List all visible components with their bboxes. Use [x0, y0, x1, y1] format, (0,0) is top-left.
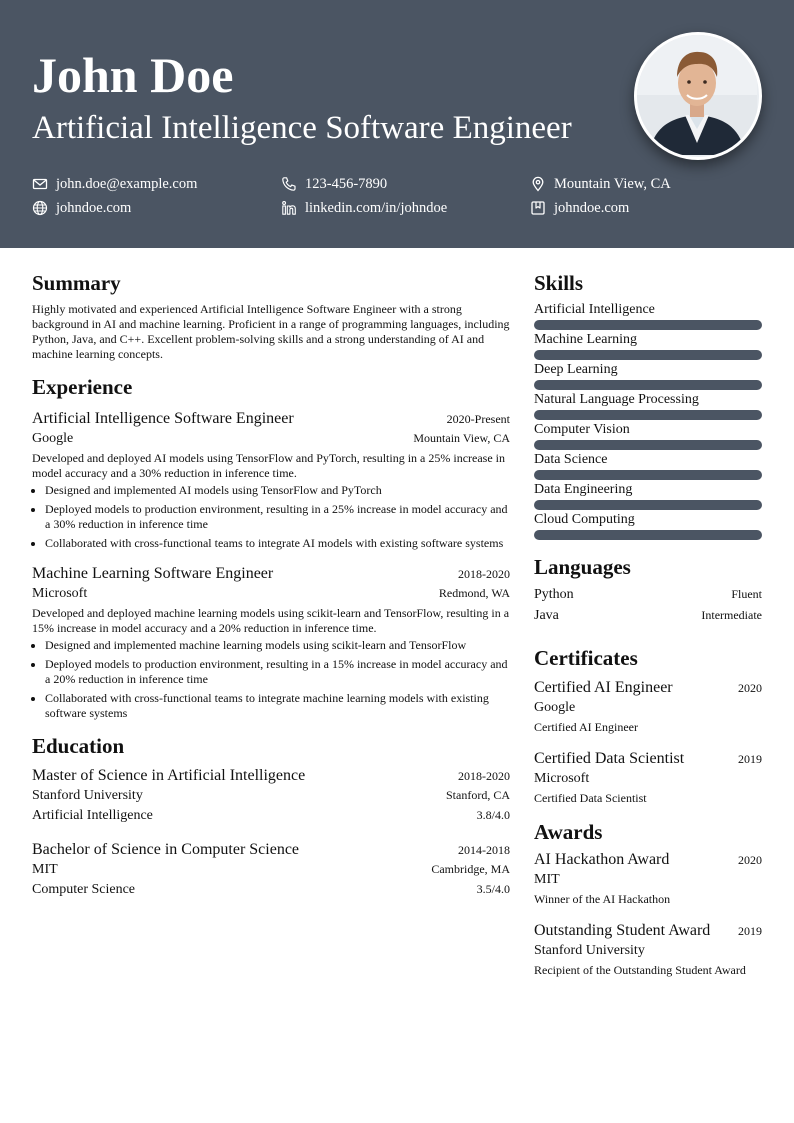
skill-level-bar — [534, 440, 762, 450]
education-gpa: 3.5/4.0 — [476, 882, 510, 896]
experience-description: Developed and deployed AI models using TensorFlow and PyTorch, resulting in a 25% increase in model accuracy and a 30% reduction in inference time. — [32, 451, 506, 480]
person-name: John Doe — [32, 47, 234, 103]
summary-text: Highly motivated and experienced Artificial Intelligence Software Engineer with a strong background in AI and machine learning. Proficient in a range of programming languages, including Python, Java, and C++. Excellent problem-solving skills and a strong understanding of AI and machine learning concepts. — [32, 302, 510, 361]
education-dates: 2018-2020 — [458, 769, 510, 783]
education-school: Stanford University — [32, 788, 143, 803]
award-item — [534, 920, 762, 979]
resume-header — [0, 0, 794, 248]
education-field: Artificial Intelligence — [32, 808, 153, 823]
language-level: Intermediate — [701, 608, 762, 622]
experience-section — [32, 372, 510, 721]
skill-name: Natural Language Processing — [534, 392, 699, 407]
education-field: Computer Science — [32, 882, 136, 897]
language-name: Java — [534, 608, 559, 623]
awards-section — [534, 817, 762, 979]
language-level: Fluent — [731, 587, 762, 601]
certificate-year: 2020 — [738, 681, 762, 695]
contact-website[interactable] — [32, 198, 131, 218]
experience-location: Redmond, WA — [438, 586, 510, 600]
skill-name: Data Science — [534, 452, 608, 467]
globe-icon — [32, 200, 48, 216]
contact-phone[interactable] — [281, 174, 387, 194]
education-degree: Bachelor of Science in Computer Science — [32, 841, 300, 858]
profile-photo — [634, 32, 762, 160]
languages-section — [534, 552, 762, 626]
skill-name: Machine Learning — [534, 332, 638, 347]
experience-dates: 2018-2020 — [458, 567, 510, 581]
languages-heading: Languages — [534, 555, 631, 579]
education-location: Stanford, CA — [446, 788, 510, 802]
summary-heading: Summary — [32, 271, 121, 295]
right-column — [534, 268, 762, 979]
certificates-heading: Certificates — [534, 646, 638, 670]
experience-bullet: • Designed and implemented machine learning models using scikit-learn and TensorFlow — [45, 638, 510, 653]
experience-bullets — [32, 483, 510, 551]
experience-heading: Experience — [32, 375, 133, 399]
contact-phone-text: 123-456-7890 — [305, 176, 388, 192]
certificate-year: 2019 — [738, 752, 762, 766]
certificate-title: Certified Data Scientist — [534, 750, 685, 767]
contact-email[interactable] — [32, 174, 197, 194]
certificates-section — [534, 643, 762, 807]
skill-name: Deep Learning — [534, 362, 618, 377]
left-column — [32, 268, 510, 900]
skill-name: Computer Vision — [534, 422, 630, 437]
award-description: Recipient of the Outstanding Student Award — [534, 963, 746, 977]
certificate-title: Certified AI Engineer — [534, 679, 673, 696]
certificate-issuer: Google — [534, 700, 576, 715]
experience-bullet: • Designed and implemented AI models using TensorFlow and PyTorch — [45, 483, 510, 498]
certificate-description: Certified AI Engineer — [534, 720, 638, 734]
job-title: Artificial Intelligence Software Engineer — [32, 110, 572, 146]
education-school: MIT — [32, 862, 58, 877]
experience-company: Microsoft — [32, 586, 88, 601]
experience-bullet: • Collaborated with cross-functional teams to integrate machine learning models with existing software systems — [45, 691, 510, 721]
experience-dates: 2020-Present — [446, 412, 510, 426]
education-gpa: 3.8/4.0 — [476, 808, 510, 822]
certificate-item — [534, 748, 762, 807]
contact-blog-text: johndoe.com — [554, 200, 630, 216]
certificate-issuer: Microsoft — [534, 771, 590, 786]
phone-icon — [281, 176, 297, 192]
skill-name: Artificial Intelligence — [534, 302, 655, 317]
contact-email-text: john.doe@example.com — [56, 176, 198, 192]
experience-bullets — [32, 638, 510, 721]
experience-item — [32, 408, 510, 551]
experience-bullet: • Deployed models to production environment, resulting in a 25% increase in model accuracy and a 30% reduction in inference time — [45, 502, 510, 532]
language-item — [534, 584, 762, 605]
experience-role: Machine Learning Software Engineer — [32, 565, 274, 582]
experience-role: Artificial Intelligence Software Engineer — [32, 410, 294, 427]
education-location: Cambridge, MA — [431, 862, 510, 876]
location-pin-icon — [530, 176, 546, 192]
experience-bullet: • Collaborated with cross-functional teams to integrate AI models with existing software systems — [45, 536, 510, 551]
awards-heading: Awards — [534, 820, 603, 844]
skill-level-bar — [534, 500, 762, 510]
certificate-item — [534, 677, 762, 736]
contact-location-text: Mountain View, CA — [554, 176, 671, 192]
education-heading: Education — [32, 734, 125, 758]
education-item — [32, 765, 510, 826]
mail-icon — [32, 176, 48, 192]
certificate-description: Certified Data Scientist — [534, 791, 647, 805]
experience-company: Google — [32, 431, 74, 446]
award-year: 2019 — [738, 924, 762, 938]
award-item — [534, 849, 762, 908]
experience-location: Mountain View, CA — [413, 431, 510, 445]
contact-linkedin-text: linkedin.com/in/johndoe — [305, 200, 448, 216]
experience-item — [32, 563, 510, 721]
skill-level-bar — [534, 320, 762, 330]
award-title: AI Hackathon Award — [534, 851, 670, 868]
education-degree: Master of Science in Artificial Intelligence — [32, 767, 306, 784]
experience-bullet: • Deployed models to production environment, resulting in a 15% increase in model accuracy and a 20% reduction in inference time — [45, 657, 510, 687]
skill-name: Data Engineering — [534, 482, 633, 497]
award-description: Winner of the AI Hackathon — [534, 892, 671, 906]
education-dates: 2014-2018 — [458, 843, 510, 857]
summary-section — [32, 268, 510, 362]
skill-level-bar — [534, 530, 762, 540]
skill-level-bar — [534, 380, 762, 390]
skills-list — [534, 300, 762, 540]
contact-blog[interactable] — [530, 198, 629, 218]
education-section — [32, 731, 510, 900]
skill-level-bar — [534, 350, 762, 360]
linkedin-icon — [281, 200, 297, 216]
award-title: Outstanding Student Award — [534, 922, 711, 939]
experience-description: Developed and deployed machine learning models using scikit-learn and TensorFlow, resulting in a 15% increase in model accuracy and a 20% reduction in inference time. — [32, 606, 510, 635]
skill-level-bar — [534, 410, 762, 420]
skills-section — [534, 268, 762, 540]
contact-location — [530, 174, 671, 194]
contact-website-text: johndoe.com — [56, 200, 132, 216]
award-issuer: MIT — [534, 872, 560, 887]
education-item — [32, 839, 510, 900]
language-name: Python — [534, 587, 574, 602]
contact-linkedin[interactable] — [281, 198, 447, 218]
blog-icon — [530, 200, 546, 216]
skills-heading: Skills — [534, 271, 584, 295]
award-issuer: Stanford University — [534, 943, 645, 958]
profile-photo-image — [637, 35, 757, 155]
skill-name: Cloud Computing — [534, 512, 635, 527]
award-year: 2020 — [738, 853, 762, 867]
language-item — [534, 605, 762, 626]
skill-level-bar — [534, 470, 762, 480]
